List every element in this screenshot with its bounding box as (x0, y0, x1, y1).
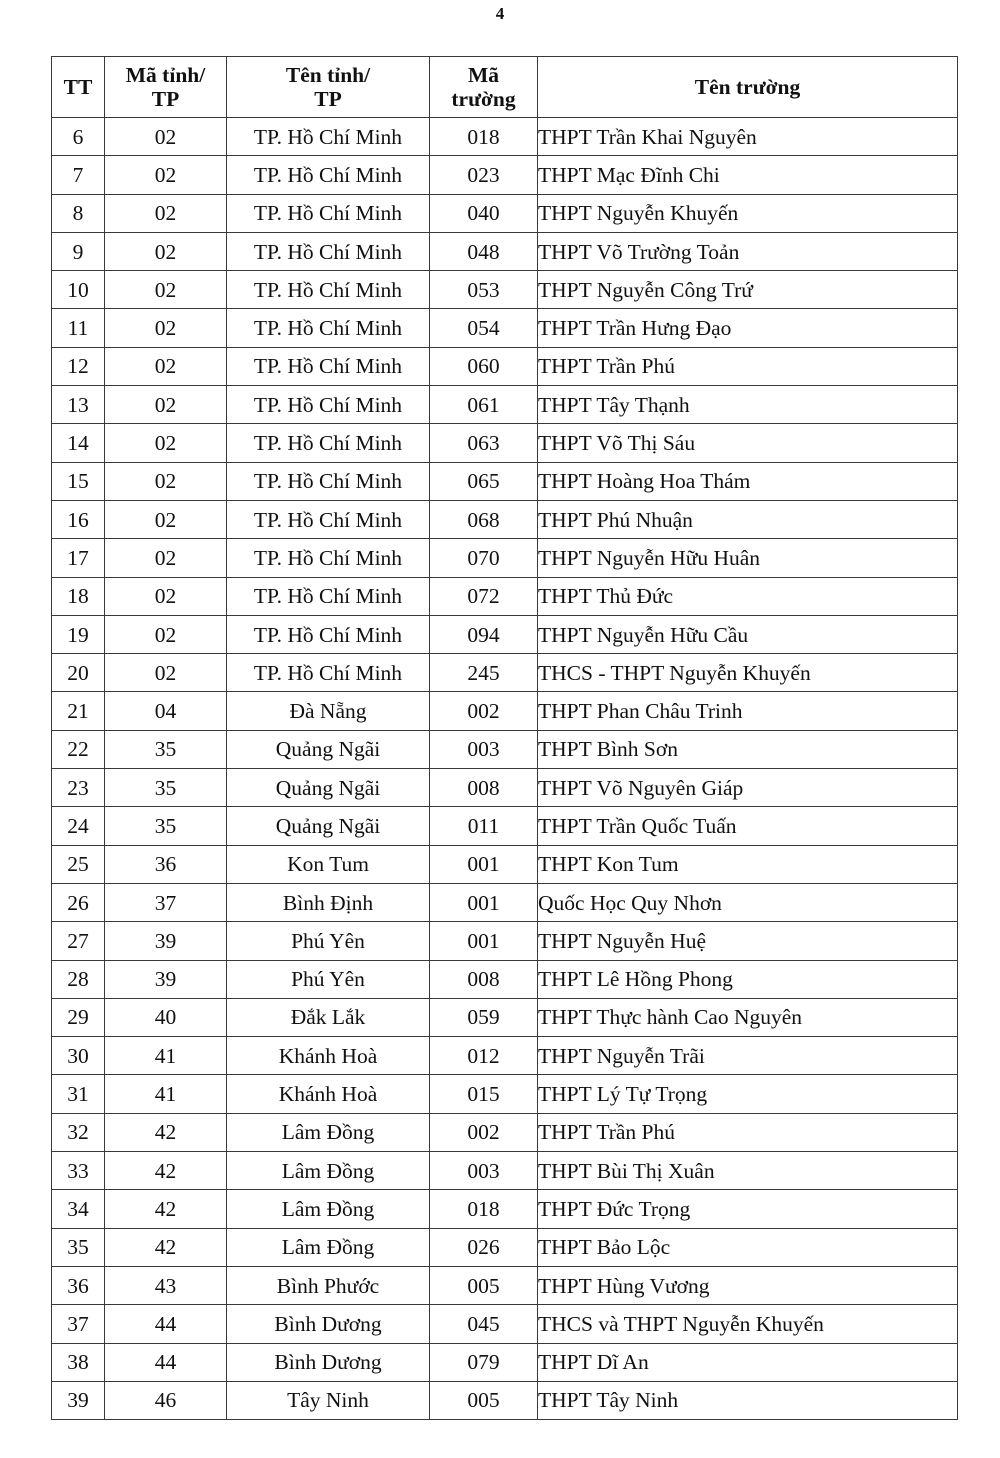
cell-tt: 37 (52, 1305, 105, 1343)
cell-province-code: 02 (105, 424, 227, 462)
cell-school-name: THPT Bình Sơn (538, 730, 958, 768)
cell-school-code: 094 (430, 615, 538, 653)
cell-province-code: 04 (105, 692, 227, 730)
cell-tt: 33 (52, 1152, 105, 1190)
cell-school-name: THPT Trần Quốc Tuấn (538, 807, 958, 845)
cell-province-code: 37 (105, 883, 227, 921)
cell-school-name: THPT Trần Hưng Đạo (538, 309, 958, 347)
cell-province-name: TP. Hồ Chí Minh (227, 654, 430, 692)
cell-province-name: Bình Dương (227, 1343, 430, 1381)
cell-school-name: THPT Nguyễn Khuyến (538, 194, 958, 232)
cell-province-code: 35 (105, 730, 227, 768)
table-row (52, 1228, 958, 1266)
header-school-name (538, 57, 958, 118)
cell-province-code: 02 (105, 156, 227, 194)
cell-school-name: THPT Nguyễn Công Trứ (538, 271, 958, 309)
cell-school-code: 012 (430, 1037, 538, 1075)
cell-school-code: 059 (430, 998, 538, 1036)
cell-province-name: Kon Tum (227, 845, 430, 883)
header-province-code-line2: TP (151, 87, 180, 111)
table-row (52, 1266, 958, 1304)
cell-province-name: Lâm Đồng (227, 1228, 430, 1266)
cell-school-name: THPT Nguyễn Trãi (538, 1037, 958, 1075)
cell-school-name: THPT Thủ Đức (538, 577, 958, 615)
cell-province-code: 02 (105, 118, 227, 156)
cell-school-code: 002 (430, 1113, 538, 1151)
cell-tt: 34 (52, 1190, 105, 1228)
table-row (52, 118, 958, 156)
table-row (52, 692, 958, 730)
cell-tt: 20 (52, 654, 105, 692)
cell-province-name: TP. Hồ Chí Minh (227, 118, 430, 156)
table-row (52, 1037, 958, 1075)
table-header (52, 57, 958, 118)
cell-school-code: 018 (430, 118, 538, 156)
cell-province-code: 43 (105, 1266, 227, 1304)
cell-school-code: 061 (430, 386, 538, 424)
cell-school-name: THCS - THPT Nguyễn Khuyến (538, 654, 958, 692)
table-row (52, 232, 958, 270)
table-row (52, 271, 958, 309)
table-row (52, 998, 958, 1036)
cell-school-code: 068 (430, 500, 538, 538)
cell-tt: 32 (52, 1113, 105, 1151)
cell-province-code: 40 (105, 998, 227, 1036)
cell-province-name: Quảng Ngãi (227, 807, 430, 845)
cell-province-code: 02 (105, 194, 227, 232)
cell-school-code: 048 (430, 232, 538, 270)
cell-province-code: 02 (105, 309, 227, 347)
cell-school-name: THPT Tây Ninh (538, 1381, 958, 1419)
cell-tt: 35 (52, 1228, 105, 1266)
cell-school-name: THPT Bùi Thị Xuân (538, 1152, 958, 1190)
cell-school-name: THCS và THPT Nguyễn Khuyến (538, 1305, 958, 1343)
cell-province-name: Phú Yên (227, 922, 430, 960)
cell-school-code: 023 (430, 156, 538, 194)
header-school-code (430, 57, 538, 118)
table-row (52, 654, 958, 692)
cell-tt: 21 (52, 692, 105, 730)
cell-province-code: 36 (105, 845, 227, 883)
cell-province-name: TP. Hồ Chí Minh (227, 232, 430, 270)
cell-province-name: Quảng Ngãi (227, 769, 430, 807)
cell-school-code: 245 (430, 654, 538, 692)
cell-school-name: THPT Hùng Vương (538, 1266, 958, 1304)
cell-school-name: THPT Kon Tum (538, 845, 958, 883)
cell-province-name: Lâm Đồng (227, 1190, 430, 1228)
cell-province-name: Tây Ninh (227, 1381, 430, 1419)
cell-province-name: Quảng Ngãi (227, 730, 430, 768)
cell-school-name: THPT Trần Khai Nguyên (538, 118, 958, 156)
cell-tt: 22 (52, 730, 105, 768)
cell-school-name: THPT Phú Nhuận (538, 500, 958, 538)
cell-province-name: TP. Hồ Chí Minh (227, 194, 430, 232)
cell-school-code: 001 (430, 883, 538, 921)
cell-province-code: 02 (105, 271, 227, 309)
cell-school-code: 002 (430, 692, 538, 730)
cell-province-name: TP. Hồ Chí Minh (227, 156, 430, 194)
cell-province-code: 35 (105, 769, 227, 807)
cell-tt: 36 (52, 1266, 105, 1304)
cell-school-name: THPT Lê Hồng Phong (538, 960, 958, 998)
cell-school-code: 040 (430, 194, 538, 232)
cell-province-code: 42 (105, 1113, 227, 1151)
cell-province-code: 42 (105, 1152, 227, 1190)
cell-province-code: 02 (105, 539, 227, 577)
table-row (52, 960, 958, 998)
cell-tt: 27 (52, 922, 105, 960)
cell-province-name: Lâm Đồng (227, 1113, 430, 1151)
cell-province-name: Phú Yên (227, 960, 430, 998)
cell-tt: 23 (52, 769, 105, 807)
cell-tt: 19 (52, 615, 105, 653)
cell-tt: 7 (52, 156, 105, 194)
cell-province-name: TP. Hồ Chí Minh (227, 347, 430, 385)
cell-province-name: TP. Hồ Chí Minh (227, 462, 430, 500)
header-row (52, 57, 958, 118)
table-row (52, 1075, 958, 1113)
cell-school-code: 001 (430, 845, 538, 883)
table-row (52, 194, 958, 232)
cell-province-code: 39 (105, 922, 227, 960)
cell-tt: 16 (52, 500, 105, 538)
cell-school-name: THPT Nguyễn Hữu Cầu (538, 615, 958, 653)
cell-tt: 6 (52, 118, 105, 156)
cell-province-name: Lâm Đồng (227, 1152, 430, 1190)
cell-school-code: 026 (430, 1228, 538, 1266)
cell-school-name: THPT Bảo Lộc (538, 1228, 958, 1266)
cell-school-code: 065 (430, 462, 538, 500)
cell-province-name: TP. Hồ Chí Minh (227, 386, 430, 424)
cell-province-code: 42 (105, 1190, 227, 1228)
header-province-name-line2: TP (314, 87, 342, 111)
cell-tt: 17 (52, 539, 105, 577)
cell-school-code: 003 (430, 1152, 538, 1190)
cell-school-name: THPT Mạc Đĩnh Chi (538, 156, 958, 194)
cell-school-code: 079 (430, 1343, 538, 1381)
cell-province-code: 02 (105, 500, 227, 538)
header-province-name (227, 57, 430, 118)
table-row (52, 1152, 958, 1190)
cell-school-code: 011 (430, 807, 538, 845)
table-row (52, 347, 958, 385)
cell-tt: 38 (52, 1343, 105, 1381)
cell-school-name: THPT Hoàng Hoa Thám (538, 462, 958, 500)
table-row (52, 769, 958, 807)
cell-tt: 26 (52, 883, 105, 921)
table-row (52, 1343, 958, 1381)
cell-province-code: 41 (105, 1037, 227, 1075)
cell-school-name: THPT Dĩ An (538, 1343, 958, 1381)
cell-tt: 10 (52, 271, 105, 309)
cell-school-name: THPT Phan Châu Trinh (538, 692, 958, 730)
header-school-code-line1: Mã (467, 63, 500, 87)
cell-province-name: Khánh Hoà (227, 1075, 430, 1113)
cell-tt: 31 (52, 1075, 105, 1113)
table-row (52, 615, 958, 653)
table-row (52, 462, 958, 500)
header-school-name-label: Tên trường (694, 75, 801, 99)
table-row (52, 1305, 958, 1343)
table-row (52, 1190, 958, 1228)
cell-province-name: TP. Hồ Chí Minh (227, 309, 430, 347)
cell-province-name: Đắk Lắk (227, 998, 430, 1036)
table-row (52, 807, 958, 845)
table-row (52, 577, 958, 615)
cell-province-name: Bình Định (227, 883, 430, 921)
cell-tt: 29 (52, 998, 105, 1036)
cell-province-name: Đà Nẵng (227, 692, 430, 730)
cell-province-name: Bình Dương (227, 1305, 430, 1343)
header-province-name-line1: Tên tỉnh/ (285, 63, 371, 87)
cell-tt: 25 (52, 845, 105, 883)
cell-province-code: 02 (105, 347, 227, 385)
cell-school-code: 015 (430, 1075, 538, 1113)
schools-table (51, 56, 958, 1420)
table-row (52, 500, 958, 538)
cell-tt: 9 (52, 232, 105, 270)
cell-school-name: THPT Lý Tự Trọng (538, 1075, 958, 1113)
cell-school-code: 001 (430, 922, 538, 960)
cell-school-code: 018 (430, 1190, 538, 1228)
cell-school-name: THPT Đức Trọng (538, 1190, 958, 1228)
table-row (52, 309, 958, 347)
cell-tt: 30 (52, 1037, 105, 1075)
cell-school-code: 072 (430, 577, 538, 615)
cell-tt: 12 (52, 347, 105, 385)
cell-tt: 14 (52, 424, 105, 462)
cell-tt: 18 (52, 577, 105, 615)
cell-school-name: THPT Nguyễn Hữu Huân (538, 539, 958, 577)
cell-tt: 39 (52, 1381, 105, 1419)
cell-province-code: 39 (105, 960, 227, 998)
cell-tt: 11 (52, 309, 105, 347)
cell-school-name: THPT Trần Phú (538, 1113, 958, 1151)
cell-school-code: 070 (430, 539, 538, 577)
cell-province-name: TP. Hồ Chí Minh (227, 539, 430, 577)
cell-province-code: 02 (105, 615, 227, 653)
header-school-code-line2: trường (451, 87, 516, 111)
cell-province-name: TP. Hồ Chí Minh (227, 615, 430, 653)
header-tt-label: TT (63, 75, 93, 99)
cell-province-code: 35 (105, 807, 227, 845)
cell-tt: 15 (52, 462, 105, 500)
cell-school-code: 063 (430, 424, 538, 462)
table-row (52, 386, 958, 424)
cell-province-code: 02 (105, 462, 227, 500)
cell-school-code: 008 (430, 960, 538, 998)
cell-tt: 13 (52, 386, 105, 424)
table-body (52, 118, 958, 1420)
cell-province-code: 42 (105, 1228, 227, 1266)
cell-school-name: THPT Võ Trường Toản (538, 232, 958, 270)
cell-province-code: 02 (105, 232, 227, 270)
cell-province-name: TP. Hồ Chí Minh (227, 577, 430, 615)
cell-province-name: TP. Hồ Chí Minh (227, 271, 430, 309)
cell-school-name: THPT Võ Nguyên Giáp (538, 769, 958, 807)
table-row (52, 156, 958, 194)
cell-province-code: 02 (105, 577, 227, 615)
table-row (52, 730, 958, 768)
cell-province-name: Bình Phước (227, 1266, 430, 1304)
header-tt (52, 57, 105, 118)
cell-tt: 24 (52, 807, 105, 845)
cell-school-code: 005 (430, 1381, 538, 1419)
page-number: 4 (495, 4, 505, 23)
table-row (52, 883, 958, 921)
cell-school-code: 003 (430, 730, 538, 768)
cell-tt: 8 (52, 194, 105, 232)
cell-school-name: THPT Tây Thạnh (538, 386, 958, 424)
cell-school-name: THPT Thực hành Cao Nguyên (538, 998, 958, 1036)
cell-school-name: Quốc Học Quy Nhơn (538, 883, 958, 921)
table-row (52, 1381, 958, 1419)
cell-province-code: 41 (105, 1075, 227, 1113)
cell-school-code: 005 (430, 1266, 538, 1304)
cell-school-code: 060 (430, 347, 538, 385)
cell-province-code: 46 (105, 1381, 227, 1419)
table-row (52, 922, 958, 960)
cell-province-code: 02 (105, 386, 227, 424)
cell-school-code: 008 (430, 769, 538, 807)
cell-province-name: TP. Hồ Chí Minh (227, 500, 430, 538)
cell-tt: 28 (52, 960, 105, 998)
header-province-code (105, 57, 227, 118)
cell-school-code: 045 (430, 1305, 538, 1343)
cell-school-code: 053 (430, 271, 538, 309)
cell-province-code: 44 (105, 1305, 227, 1343)
table-row (52, 424, 958, 462)
cell-province-code: 44 (105, 1343, 227, 1381)
table-row (52, 539, 958, 577)
cell-school-name: THPT Nguyễn Huệ (538, 922, 958, 960)
cell-school-name: THPT Võ Thị Sáu (538, 424, 958, 462)
cell-school-code: 054 (430, 309, 538, 347)
cell-province-name: Khánh Hoà (227, 1037, 430, 1075)
header-province-code-line1: Mã tỉnh/ (125, 63, 206, 87)
cell-school-name: THPT Trần Phú (538, 347, 958, 385)
table-row (52, 845, 958, 883)
cell-province-code: 02 (105, 654, 227, 692)
table-row (52, 1113, 958, 1151)
cell-province-name: TP. Hồ Chí Minh (227, 424, 430, 462)
